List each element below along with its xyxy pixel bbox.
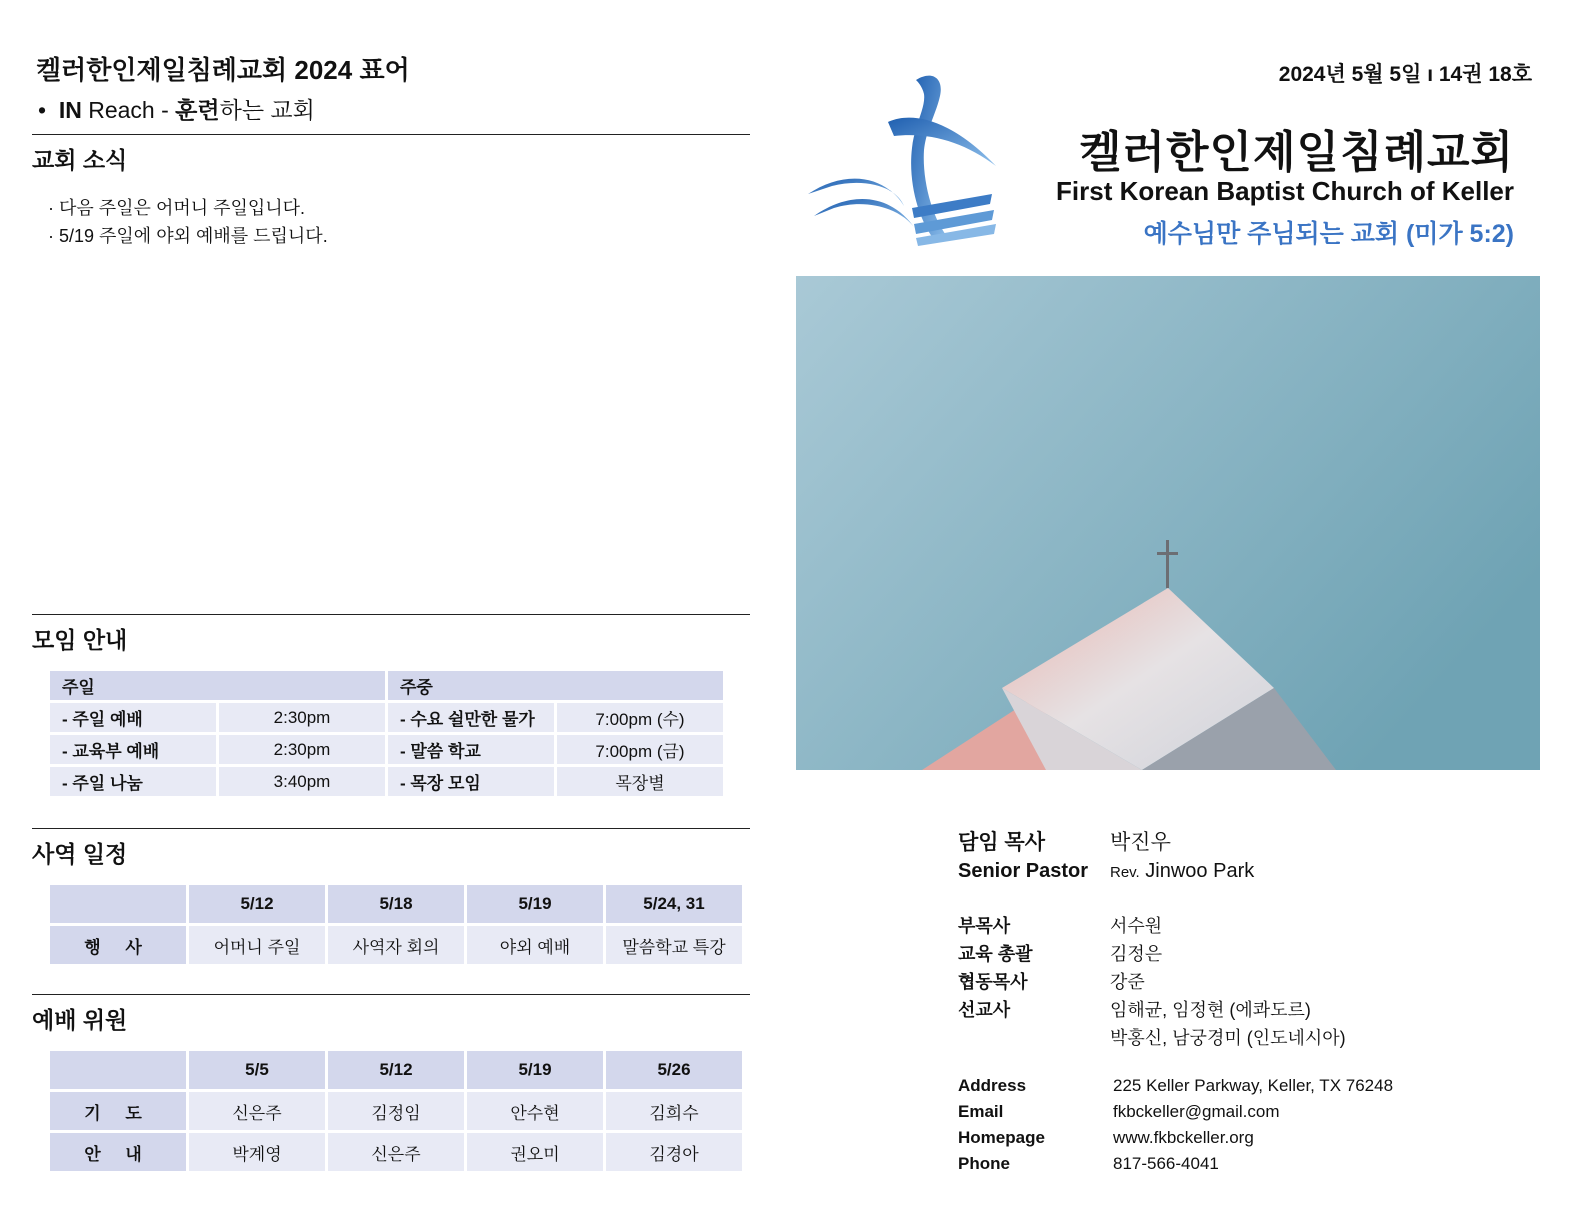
date-cell: 5/5 <box>189 1051 325 1089</box>
news-title: 교회 소식 <box>32 147 128 173</box>
name-cell: 박계영 <box>189 1133 325 1171</box>
table-row <box>50 767 723 796</box>
table-row <box>50 703 723 732</box>
senior-pastor-en-name <box>1110 860 1254 883</box>
meeting-time: 목장별 <box>557 767 723 796</box>
worship-table <box>47 1048 745 1174</box>
news-item: · 5/19 주일에 야외 예배를 드립니다. <box>48 222 328 250</box>
divider <box>32 134 750 135</box>
missionary-line-2: 박홍신, 남궁경미 (인도네시아) <box>1110 1028 1346 1048</box>
date-cell: 5/12 <box>189 885 325 923</box>
meeting-time: 3:40pm <box>219 767 385 796</box>
homepage-label: Homepage <box>958 1128 1045 1147</box>
divider <box>32 614 750 615</box>
news-list <box>48 194 328 250</box>
rev-prefix: Rev. <box>1110 864 1140 881</box>
row-header: 기 도 <box>50 1092 186 1130</box>
church-name-en: First Korean Baptist Church of Keller <box>1056 176 1514 206</box>
date-cell: 5/19 <box>467 1051 603 1089</box>
row-header: 안 내 <box>50 1133 186 1171</box>
senior-pastor-en-label: Senior Pastor <box>958 860 1089 882</box>
event-cell: 어머니 주일 <box>189 926 325 964</box>
address-value: 225 Keller Parkway, Keller, TX 76248 <box>1113 1076 1394 1095</box>
meeting-label: - 주일 예배 <box>50 703 216 732</box>
phone-label: Phone <box>958 1154 1010 1173</box>
ministry-table <box>47 882 745 967</box>
motto-in: IN <box>58 97 82 123</box>
motto-title: 켈러한인제일침례교회 2024 표어 <box>36 55 410 85</box>
name-cell: 김경아 <box>606 1133 742 1171</box>
row-header: 행 사 <box>50 926 186 964</box>
weekday-header: 주중 <box>388 671 723 700</box>
email-value[interactable]: fkbckeller@gmail.com <box>1113 1102 1280 1121</box>
meeting-time: 2:30pm <box>219 735 385 764</box>
table-row <box>50 885 742 923</box>
date-cell: 5/18 <box>328 885 464 923</box>
meetings-title: 모임 안내 <box>32 627 128 653</box>
name-cell: 김희수 <box>606 1092 742 1130</box>
name-cell: 안수현 <box>467 1092 603 1130</box>
sunday-header: 주일 <box>50 671 385 700</box>
address-label: Address <box>958 1076 1027 1095</box>
left-panel <box>32 0 750 1224</box>
email-label: Email <box>958 1102 1004 1121</box>
motto-training: 훈련 <box>175 97 220 123</box>
table-row <box>50 735 723 764</box>
name-cell: 신은주 <box>189 1092 325 1130</box>
date-cell: 5/26 <box>606 1051 742 1089</box>
date-cell: 5/24, 31 <box>606 885 742 923</box>
meeting-label: - 말씀 학교 <box>388 735 554 764</box>
event-cell: 말씀학교 특강 <box>606 926 742 964</box>
meeting-time: 7:00pm (수) <box>557 703 723 732</box>
table-row <box>50 1051 742 1089</box>
event-cell: 사역자 회의 <box>328 926 464 964</box>
church-logo-icon <box>804 70 1004 250</box>
phone-value: 817-566-4041 <box>1113 1154 1219 1173</box>
corner-cell <box>50 885 186 923</box>
church-roof-photo <box>796 276 1540 770</box>
meeting-label: - 수요 쉴만한 물가 <box>388 703 554 732</box>
name-cell: 김정임 <box>328 1092 464 1130</box>
issue-date: 2024년 5월 5일 ı 14권 18호 <box>1278 63 1532 86</box>
date-cell: 5/12 <box>328 1051 464 1089</box>
assoc-pastor-label: 부목사 <box>958 916 1011 936</box>
corner-cell <box>50 1051 186 1089</box>
senior-pastor-name-en: Jinwoo Park <box>1145 860 1255 882</box>
event-cell: 야외 예배 <box>467 926 603 964</box>
meeting-time: 2:30pm <box>219 703 385 732</box>
church-slogan: 예수님만 주님되는 교회 (미가 5:2) <box>1143 220 1514 248</box>
coop-pastor-label: 협동목사 <box>958 972 1028 992</box>
meeting-label: - 교육부 예배 <box>50 735 216 764</box>
table-row <box>50 1133 742 1171</box>
divider <box>32 994 750 995</box>
meeting-time: 7:00pm (금) <box>557 735 723 764</box>
date-cell: 5/19 <box>467 885 603 923</box>
news-item: · 다음 주일은 어머니 주일입니다. <box>48 194 328 222</box>
table-row <box>50 926 742 964</box>
ministry-title: 사역 일정 <box>32 841 128 867</box>
name-cell: 신은주 <box>328 1133 464 1171</box>
senior-pastor-ko-name: 박진우 <box>1110 831 1171 854</box>
coop-pastor-name: 강준 <box>1110 972 1145 992</box>
homepage-value[interactable]: www.fkbckeller.org <box>1113 1128 1254 1147</box>
meeting-label: - 목장 모임 <box>388 767 554 796</box>
meetings-table <box>47 668 726 799</box>
worship-title: 예배 위원 <box>32 1007 128 1033</box>
assoc-pastor-name: 서수원 <box>1110 916 1163 936</box>
missionary-line-1: 임해균, 임정현 (에콰도르) <box>1110 1000 1311 1020</box>
bullet: • <box>38 97 59 123</box>
name-cell: 권오미 <box>467 1133 603 1171</box>
motto-item <box>38 92 315 125</box>
motto-church: 하는 교회 <box>219 97 315 123</box>
missionary-label: 선교사 <box>958 1000 1011 1020</box>
senior-pastor-ko-label: 담임 목사 <box>958 831 1045 854</box>
motto-reach: Reach - <box>81 97 176 123</box>
education-name: 김정은 <box>1110 944 1163 964</box>
meeting-label: - 주일 나눔 <box>50 767 216 796</box>
education-label: 교육 총괄 <box>958 944 1033 964</box>
church-name-ko: 켈러한인제일침례교회 <box>1078 128 1514 177</box>
table-row <box>50 1092 742 1130</box>
divider <box>32 828 750 829</box>
